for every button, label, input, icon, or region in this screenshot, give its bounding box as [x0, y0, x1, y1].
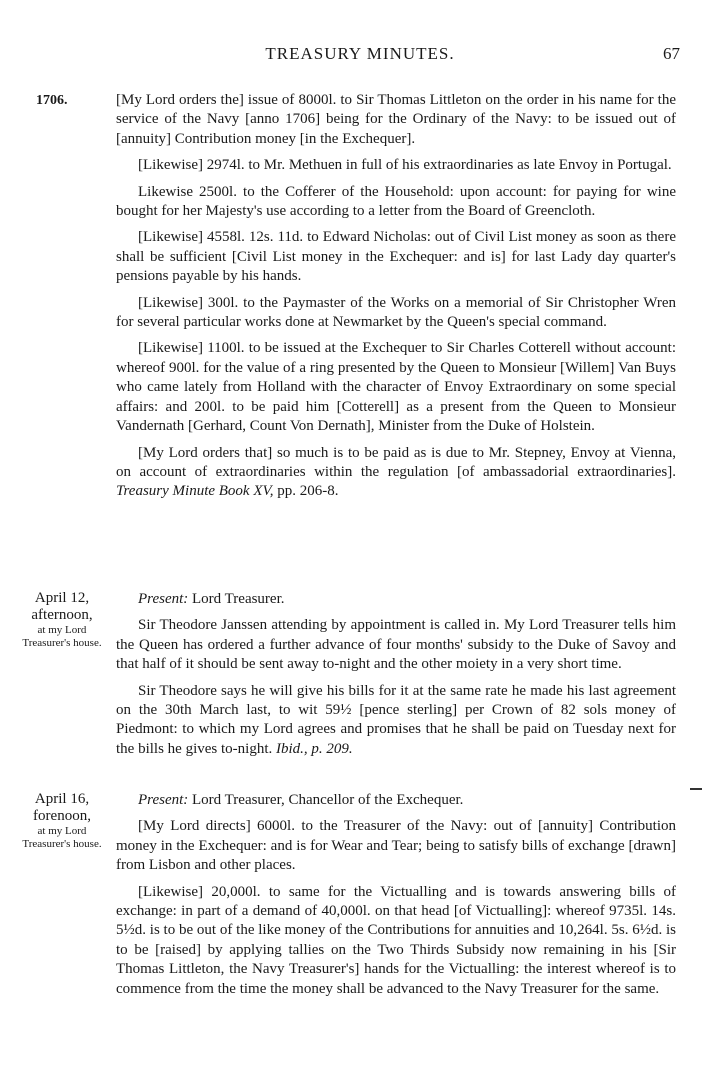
- citation: Ibid., p. 209.: [275, 740, 353, 757]
- present-label: Present:: [138, 591, 189, 607]
- margin-time: afternoon,: [31, 607, 93, 623]
- present-names: Lord Treasurer, Chancellor of the Exchequer.: [192, 792, 464, 808]
- section-3: [116, 791, 676, 1006]
- margin-date: April 12,: [34, 590, 90, 606]
- citation: Treasury Minute Book XV,: [116, 483, 274, 500]
- paragraph: [Likewise] 2974l. to Mr. Methuen in full of his extraordinaries as late Envoy in Portugal.: [138, 157, 672, 174]
- paragraph: [Likewise] 300l. to the Paymaster of the Works on a memorial of Sir Christopher Wren for several particular works done at Newmarket by the Queen's special command.: [116, 294, 676, 331]
- margin-dash-mark: [690, 788, 702, 790]
- citation-pages: pp. 206-8.: [277, 483, 339, 500]
- present-line: [116, 590, 676, 609]
- margin-note-april-12: [20, 590, 104, 650]
- margin-note-april-16: [20, 791, 104, 851]
- year-marker: 1706.: [36, 93, 68, 108]
- paragraph-with-citation: [116, 444, 676, 502]
- paragraph-with-citation: [116, 682, 676, 760]
- paragraph: [Likewise] 4558l. 12s. 11d. to Edward Nicholas: out of Civil List money as soon as there shall be sufficient [Civil List money in the Exchequer: and is] for last Lady day quarter's pensions payable by his hands.: [116, 229, 676, 285]
- paragraph: Sir Theodore Janssen attending by appointment is called in. My Lord Treasurer tells him the Queen has ordered a further advance of four months' subsidy to the Duke of Savoy and that half of it should be sent away to-night and the other moiety in a very short time.: [116, 617, 676, 673]
- paragraph-text: Sir Theodore says he will give his bills for it at the same rate he made his last agreement on the 30th March last, to wit 59½ [pence sterling] per Crown of 82 sols money of Piedmont: to which my Lord agrees and promises that he shall be paid on Tuesday next for the bills he gives to-night.: [116, 682, 676, 757]
- paragraph: [Likewise] 20,000l. to same for the Victualling and is towards answering bills of exchange: in part of a demand of 40,000l. on that head [of Victualling]: whereof 9735l. 14s. 5½d. is to be out of the like money of the Contributions for annuities and 10,264l. 5s. 6½d. is to be [raised] by applying tallies on the Two Thirds Subsidy now remaining in his [Sir Thomas Littleton, the Navy Treasurer's] hands for the Victualling: the interest whereof is to commence from the time the money shall be advanced to the Navy Treasurer for the same.: [116, 883, 676, 997]
- paragraph: [Likewise] 1100l. to be issued at the Exchequer to Sir Charles Cotterell without account: whereof 900l. for the value of a ring presented by the Queen to Monsieur [Willem] Van Buys who came lately from Holland with the character of Envoy Extraordinary on some special affairs: and 200l. to be paid him [Cotterell] as a present from the Queen to Monsieur Vandernath [Gerhard, Count Von Dernath], Minister from the Duke of Holstein.: [116, 340, 676, 435]
- paragraph: [My Lord orders the] issue of 8000l. to Sir Thomas Littleton on the order in his name for the service of the Navy [anno 1706] being for the Ordinary of the Navy: to be issued out of [annuity] Contribution money [in the Exchequer].: [116, 92, 676, 147]
- margin-date: April 16,: [34, 791, 90, 807]
- page-number: 67: [663, 44, 680, 63]
- paragraph-text: [My Lord orders that] so much is to be paid as is due to Mr. Stepney, Envoy at Vienna, on account of extraordinaries within the regulation [of ambassadorial extraordinaries].: [116, 444, 676, 480]
- present-names: Lord Treasurer.: [192, 591, 285, 607]
- section-2: [116, 590, 676, 766]
- present-label: Present:: [138, 792, 189, 808]
- present-line: [116, 791, 676, 810]
- section-1: [116, 91, 676, 509]
- margin-place: at my Lord Treasurer's house.: [22, 825, 102, 850]
- paragraph: Likewise 2500l. to the Cofferer of the Household: upon account: for paying for wine bought for her Majesty's use according to a letter from the Board of Greencloth.: [116, 183, 676, 220]
- margin-time: forenoon,: [33, 808, 91, 824]
- running-header: TREASURY MINUTES.: [265, 44, 455, 63]
- margin-place: at my Lord Treasurer's house.: [22, 624, 102, 649]
- paragraph: [My Lord directs] 6000l. to the Treasurer of the Navy: out of [annuity] Contribution money in the Exchequer: and is for Wear and Tear; being to satisfy bills of exchange [drawn] from Lisbon and other places.: [116, 818, 676, 874]
